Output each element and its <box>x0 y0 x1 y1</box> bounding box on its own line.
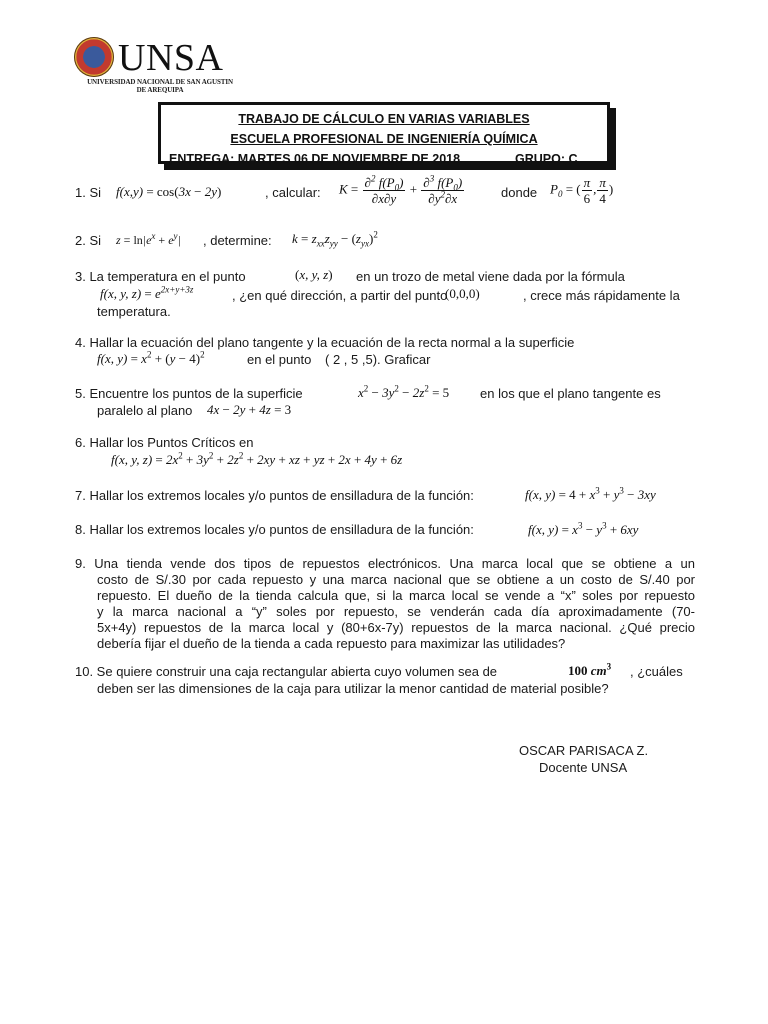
delivery-date: MARTES 06 DE NOVIEMBRE DE 2018 <box>237 152 461 166</box>
q1-point: $P_0$ = ( $\frac{\pi}{6}$ , $\frac{\pi}{4}$ ) <box>550 175 614 206</box>
q3-origin: (0,0,0) <box>445 286 480 301</box>
q10-volume: 100 $cm^3$ <box>568 661 612 678</box>
university-seal-logo <box>74 37 114 77</box>
q1-K-formula: K = $\frac{\partial^2 f(P_0)}{\partial x\partial y}$ + $\frac{\partial^3 f(P_0)}{\partial y^2\partial x}$ <box>339 173 463 206</box>
q3-function: f(x, y, $z) = e^{2x+y+3z}$ <box>100 284 194 301</box>
question-2: 2. Si $z = \ln|e^x + e^y|$ , determine: $k = z_{xx}z_{yy} - (z_{yx})^2$ <box>75 229 378 249</box>
group-label: GRUPO: <box>515 152 566 166</box>
q8-function: f(x, $y) = x^3 - y^3 + 6xy$ <box>528 520 639 537</box>
title-course: TRABAJO DE CÁLCULO EN VARIAS VARIABLES <box>238 112 530 126</box>
q1-function: f(x,y) = cos(3x − 2y) <box>116 184 222 199</box>
teacher-name: OSCAR PARISACA Z. <box>519 743 649 758</box>
teacher-role: Docente UNSA <box>539 760 628 775</box>
q2-k-formula: $k = z_{xx}z_{yy} - (z_{yx})^2$ <box>292 229 378 249</box>
logo-subtitle: UNIVERSIDAD NACIONAL DE SAN AGUSTIN DE AREQUIPA <box>87 78 233 94</box>
q3-point: (x, y, z) <box>295 267 333 282</box>
q7-function: f(x, $y) = 4 + x^3 + y^3 - 3xy$ <box>525 485 656 502</box>
q6-function: f(x, y, $z) = 2x^2 + 3y^2 + 2z^2 + 2xy$ + xz + yz + 2x + 4y + 6z <box>111 450 403 467</box>
q5-plane: 4x − 2y + 4z = 3 <box>207 402 292 417</box>
question-9: 9. Una tienda vende dos tipos de repuestos electrónicos. Una marca local que se obtiene a un costo de S/.30 por cada repuesto y una marca nacional que se obtiene a un costo de S/.40 por repuesto. El dueño de la tienda calcula que, si la marca local se vende a “x” soles por repuesto y la marca nacional a “y” soles por repuesto, se venderán cada día aproximadamente (70- 5x+4y) repuestos de la marca local y (80+6x-7y) repuestos de la marca nacional. ¿Qué precio debería fijar el dueño de la tienda a cada repuesto para maximizar las utilidades? <box>75 556 695 651</box>
q2-function: $z = \ln|e^x + e^y|$ <box>116 231 181 247</box>
delivery-label: ENTREGA: <box>169 152 235 166</box>
delivery-line <box>169 151 607 167</box>
question-8: 8. Hallar los extremos locales y/o puntos de ensilladura de la función: f(x, $y) = x^3 - y^3 + 6xy$ <box>75 520 639 537</box>
question-7: 7. Hallar los extremos locales y/o puntos de ensilladura de la función: f(x, $y) = 4 + x^3 + y^3 - 3xy$ <box>75 485 656 503</box>
question-5: 5. Encuentre los puntos de la superficie $x^2 - 3y^2 - 2z^2 = 5$ en los que el plano tangente es paralelo al plano 4x − 2y + 4z = 3 <box>75 383 661 418</box>
header-box <box>158 102 610 164</box>
question-10: 10. Se quiere construir una caja rectangular abierta cuyo volumen sea de 100 $cm^3$ , ¿cuáles deben ser las dimensiones de la caja para utilizar la menor cantidad de material posible? <box>75 661 683 696</box>
q4-function: f(x, $y) = x^2 + (y - 4)^2$ <box>97 349 205 366</box>
group-value: C <box>568 152 578 166</box>
logo-text: UNSA <box>118 37 224 79</box>
question-1: 1. Si f(x,y) = cos(3x − 2y) , calcular: K = $\frac{\partial^2 f(P_0)}{\partial x\partial y}$ + $\frac{\partial^3 f(P_0)}{\partial y^2\partial x}$ donde $P_0$ = ( $\frac{\pi}{6}$ , $\frac{\pi}{4}$ ) <box>75 173 614 206</box>
q5-surface: $x^2 - 3y^2 - 2z^2 = 5$ <box>358 383 450 400</box>
title-school: ESCUELA PROFESIONAL DE INGENIERÍA QUÍMICA <box>230 132 538 146</box>
question-6: 6. Hallar los Puntos Críticos en f(x, y, $z) = 2x^2 + 3y^2 + 2z^2 + 2xy$ + xz + yz + 2x + 4y + 6z <box>75 435 403 467</box>
question-4: 4. Hallar la ecuación del plano tangente y la ecuación de la recta normal a la superficie f(x, $y) = x^2 + (y - 4)^2$ en el punto ( 2 , 5 ,5). Graficar <box>75 335 575 367</box>
question-3: 3. La temperatura en el punto (x, y, z) en un trozo de metal viene dada por la fórmula f(x, y, $z) = e^{2x+y+3z}$ , ¿en qué dirección, a partir del punto (0,0,0) , crece más rápidamente la temperatura. <box>75 267 680 319</box>
